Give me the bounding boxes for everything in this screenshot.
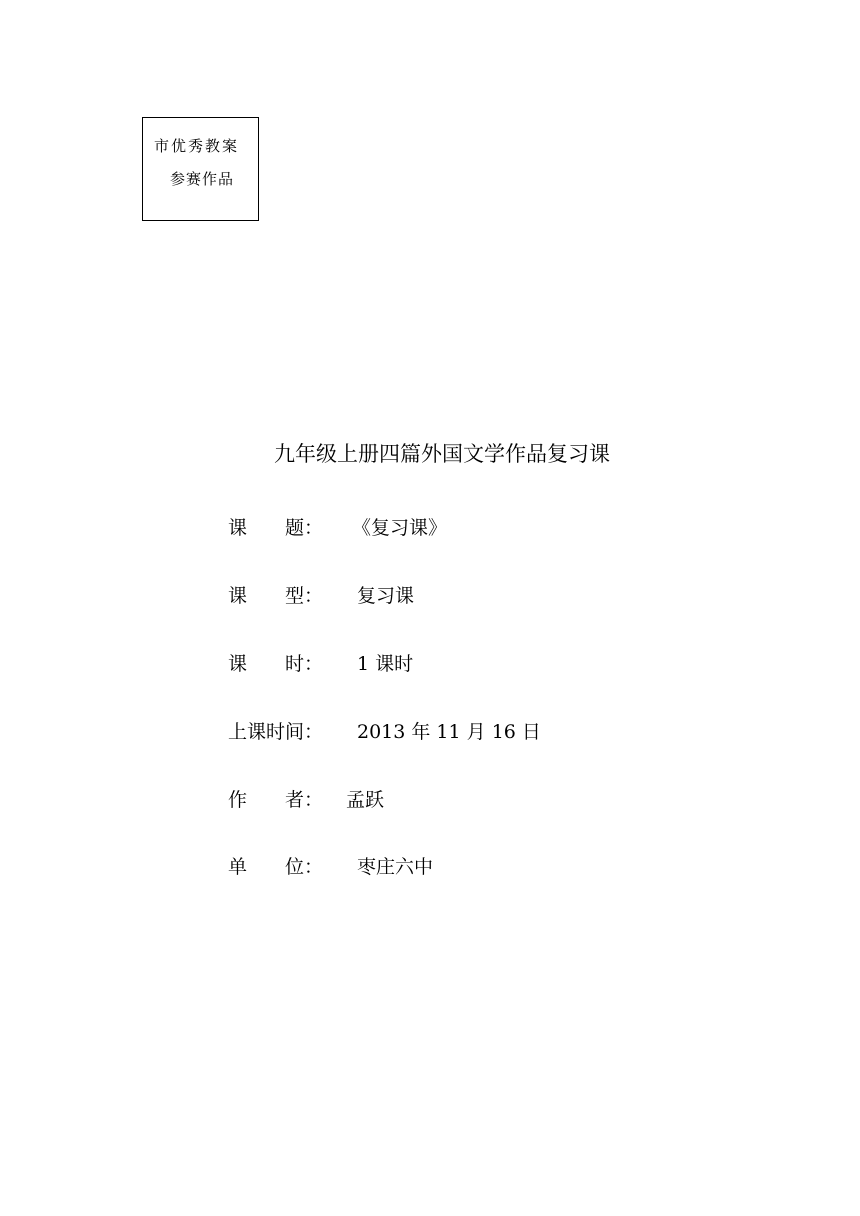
field-label: 单 位： — [228, 856, 324, 878]
field-value: 枣庄六中 — [357, 856, 434, 878]
field-label: 课 型： — [228, 585, 324, 607]
document-title: 九年级上册四篇外国文学作品复习课 — [274, 442, 610, 466]
field-label: 课 题： — [228, 517, 324, 539]
field-label: 作 者： — [228, 789, 324, 811]
field-value: 2013 年 11 月 16 日 — [357, 721, 541, 743]
field-label: 上课时间： — [228, 721, 324, 743]
badge-line-2: 参赛作品 — [170, 170, 235, 188]
field-value: 孟跃 — [346, 789, 385, 811]
field-value: 1 课时 — [357, 653, 414, 675]
competition-badge — [142, 117, 259, 221]
field-value: 复习课 — [357, 585, 415, 607]
field-value: 《复习课》 — [352, 517, 448, 539]
badge-line-1: 市优秀教案 — [154, 137, 240, 155]
field-label: 课 时： — [228, 653, 324, 675]
